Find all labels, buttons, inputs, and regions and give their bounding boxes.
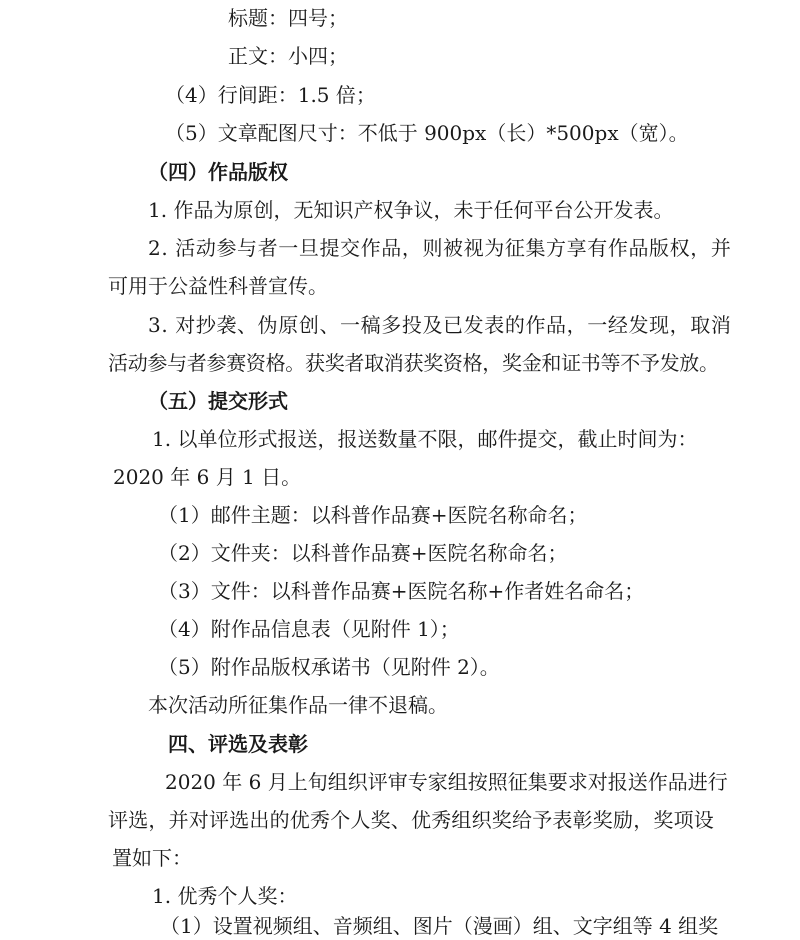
copyright-item-3: 3. 对抄袭、伪原创、一稿多投及已发表的作品，一经发现，取消 xyxy=(148,313,732,337)
submission-deadline: 2020 年 6 月 1 日。 xyxy=(113,465,302,489)
submission-file: （3）文件：以科普作品赛+医院名称+作者姓名命名； xyxy=(158,579,645,603)
evaluation-paragraph-line-3: 置如下： xyxy=(112,846,192,870)
copyright-item-3-cont: 活动参与者参赛资格。获奖者取消获奖资格，奖金和证书等不予发放。 xyxy=(108,351,719,375)
section-heading-evaluation: 四、评选及表彰 xyxy=(168,732,308,756)
format-line-spacing: （4）行间距：1.5 倍； xyxy=(165,83,376,107)
copyright-item-2-cont: 可用于公益性科普宣传。 xyxy=(108,274,328,298)
format-image-size: （5）文章配图尺寸：不低于 900px（长）*500px（宽）。 xyxy=(165,121,689,145)
award-individual: 1. 优秀个人奖： xyxy=(152,884,298,908)
format-body-size: 正文：小四； xyxy=(228,44,348,68)
evaluation-paragraph-line-1: 2020 年 6 月上旬组织评审专家组按照征集要求对报送作品进行 xyxy=(165,770,728,794)
award-individual-groups: （1）设置视频组、音频组、图片（漫画）组、文字组等 4 组奖 xyxy=(160,914,719,938)
submission-copyright-pledge: （5）附作品版权承诺书（见附件 2）。 xyxy=(158,655,500,679)
evaluation-paragraph-line-2: 评选，并对评选出的优秀个人奖、优秀组织奖给予表彰奖励，奖项设 xyxy=(108,808,714,832)
section-heading-submission: （五）提交形式 xyxy=(148,389,288,413)
submission-email-subject: （1）邮件主题：以科普作品赛+医院名称命名； xyxy=(158,503,588,527)
format-title-size: 标题：四号； xyxy=(228,6,348,30)
copyright-item-1: 1. 作品为原创，无知识产权争议，未于任何平台公开发表。 xyxy=(148,198,674,222)
copyright-item-2: 2. 活动参与者一旦提交作品，则被视为征集方享有作品版权，并 xyxy=(148,236,732,260)
section-heading-copyright: （四）作品版权 xyxy=(148,160,288,184)
submission-no-return: 本次活动所征集作品一律不退稿。 xyxy=(148,693,448,717)
submission-info-form: （4）附作品信息表（见附件 1）； xyxy=(158,617,460,641)
submission-item-1: 1. 以单位形式报送，报送数量不限，邮件提交，截止时间为： xyxy=(152,427,698,451)
submission-folder: （2）文件夹：以科普作品赛+医院名称命名； xyxy=(158,541,568,565)
